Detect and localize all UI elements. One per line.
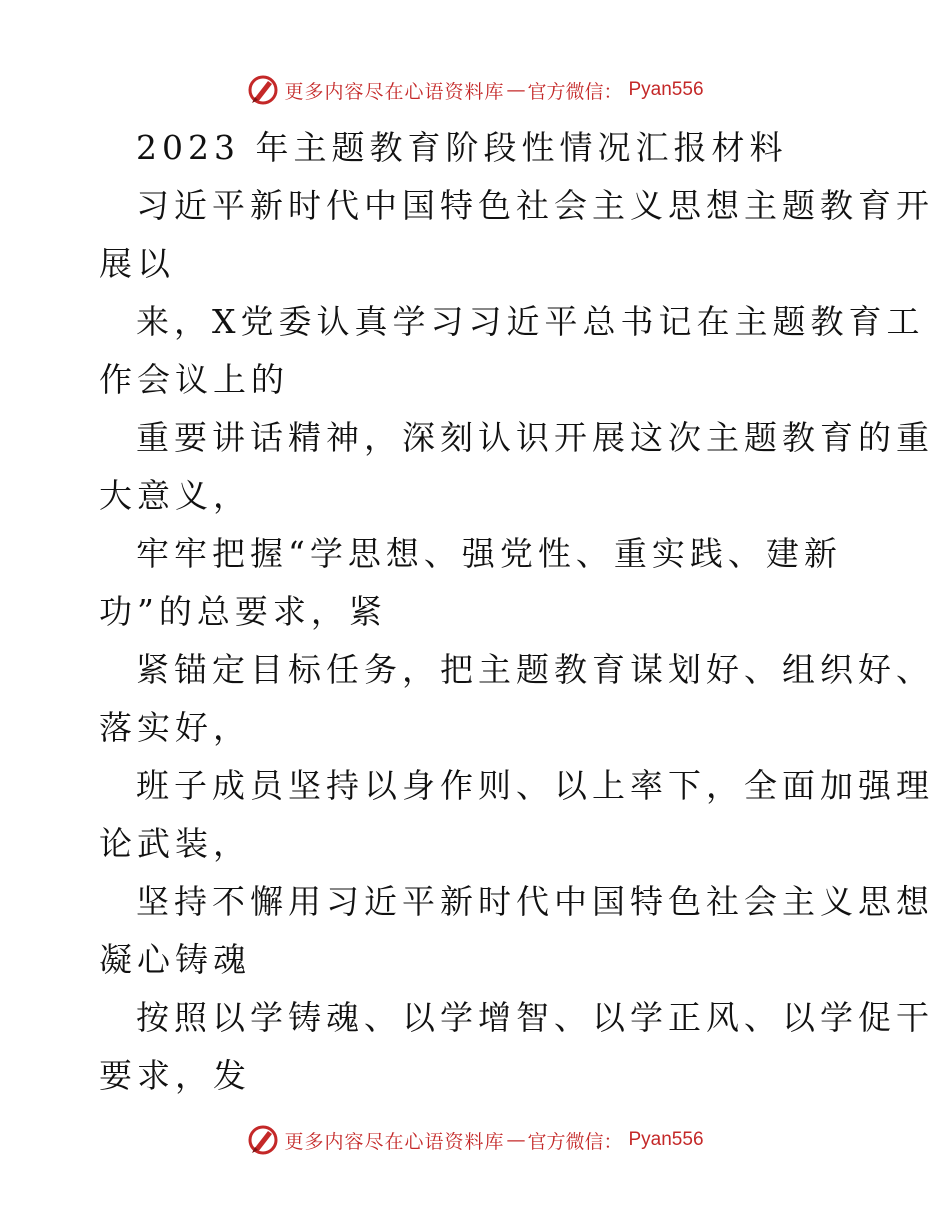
banner-wechat-id: Pyan556 — [628, 79, 704, 100]
paragraph-line: 习近平新时代中国特色社会主义思想主题教育开 — [136, 186, 934, 225]
banner-brand: 更多内容尽在心语资料库 — [284, 80, 505, 103]
paragraph-line: 来，X党委认真学习习近平总书记在主题教育工 — [136, 302, 925, 341]
footer-banner — [0, 1120, 950, 1160]
paragraph-line: 功”的总要求，紧 — [99, 592, 387, 631]
banner-wechat-label: 官方微信： — [527, 1130, 623, 1153]
paragraph-line: 作会议上的 — [99, 360, 289, 399]
banner-separator: — — [506, 79, 526, 101]
header-banner — [0, 70, 950, 110]
paragraph-line: 紧锚定目标任务，把主题教育谋划好、组织好、 — [136, 650, 934, 689]
banner-wechat-id: Pyan556 — [628, 1129, 704, 1150]
pen-logo-icon — [246, 1123, 280, 1157]
paragraph-line: 重要讲话精神，深刻认识开展这次主题教育的重 — [136, 418, 934, 457]
paragraph-line: 凝心铸魂 — [99, 940, 251, 979]
paragraph-line: 要求，发 — [99, 1056, 251, 1095]
paragraph-line: 大意义， — [99, 476, 251, 515]
paragraph-line: 论武装， — [99, 824, 251, 863]
paragraph-line: 班子成员坚持以身作则、以上率下，全面加强理 — [136, 766, 934, 805]
paragraph-line: 牢牢把握“学思想、强党性、重实践、建新 — [136, 534, 842, 573]
banner-separator: — — [506, 1129, 526, 1151]
banner-brand: 更多内容尽在心语资料库 — [284, 1130, 505, 1153]
paragraph-line: 落实好， — [99, 708, 251, 747]
pen-logo-icon — [246, 73, 280, 107]
paragraph-line: 坚持不懈用习近平新时代中国特色社会主义思想 — [136, 882, 934, 921]
paragraph-line: 按照以学铸魂、以学增智、以学正风、以学促干 — [136, 998, 934, 1037]
document-title: 2023 年主题教育阶段性情况汇报材料 — [136, 128, 788, 167]
banner-wechat-label: 官方微信： — [527, 80, 623, 103]
paragraph-line: 展以 — [99, 244, 175, 283]
